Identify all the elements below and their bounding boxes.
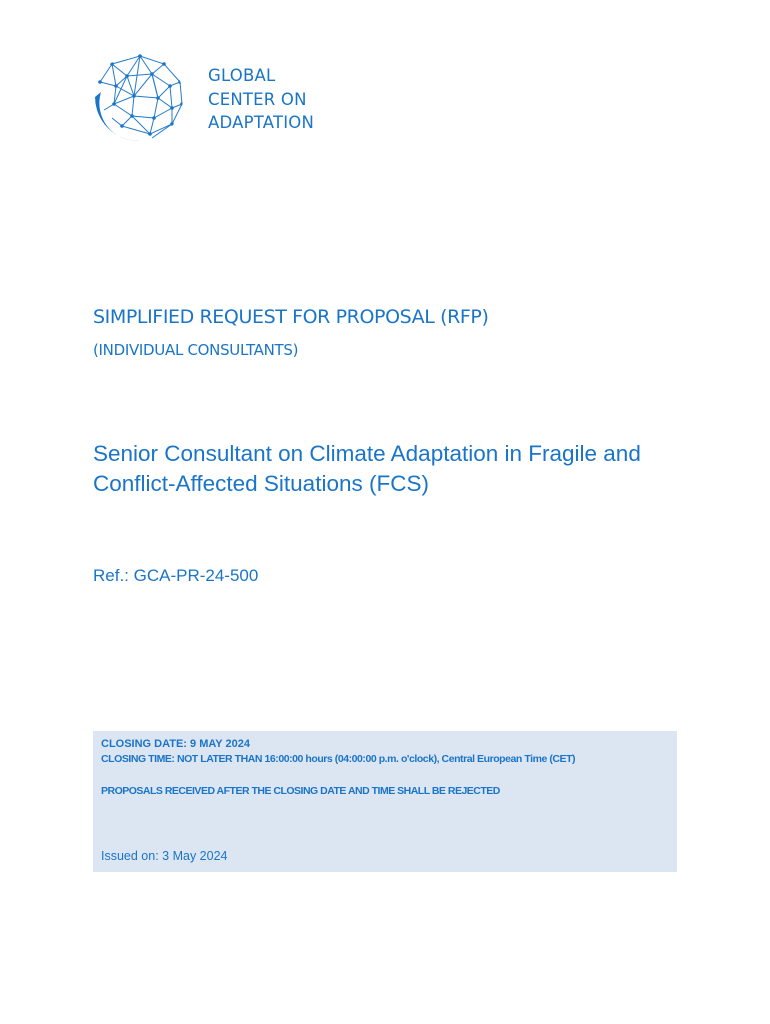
rfp-title: SIMPLIFIED REQUEST FOR PROPOSAL (RFP) [93,306,489,328]
logo-wordmark [208,64,314,135]
logo-line-2: CENTER ON [208,89,307,109]
closing-info-box [93,731,677,872]
closing-time: CLOSING TIME: NOT LATER THAN 16:00:00 hours (04:00:00 p.m. o'clock), Central European Time (CET) [101,753,576,765]
rfp-subtitle: (INDIVIDUAL CONSULTANTS) [93,341,299,359]
reference-number: Ref.: GCA-PR-24-500 [93,566,259,585]
closing-date: CLOSING DATE: 9 MAY 2024 [101,738,250,750]
rejection-notice: PROPOSALS RECEIVED AFTER THE CLOSING DATE AND TIME SHALL BE REJECTED [101,785,500,797]
organization-logo [92,52,342,148]
globe-logo-icon [92,52,186,142]
logo-line-3: ADAPTATION [208,113,315,132]
position-title: Senior Consultant on Climate Adaptation in Fragile and Conflict-Affected Situations (FCS) [93,441,641,496]
issued-date: Issued on: 3 May 2024 [101,849,228,863]
logo-line-1: GLOBAL [208,66,276,85]
